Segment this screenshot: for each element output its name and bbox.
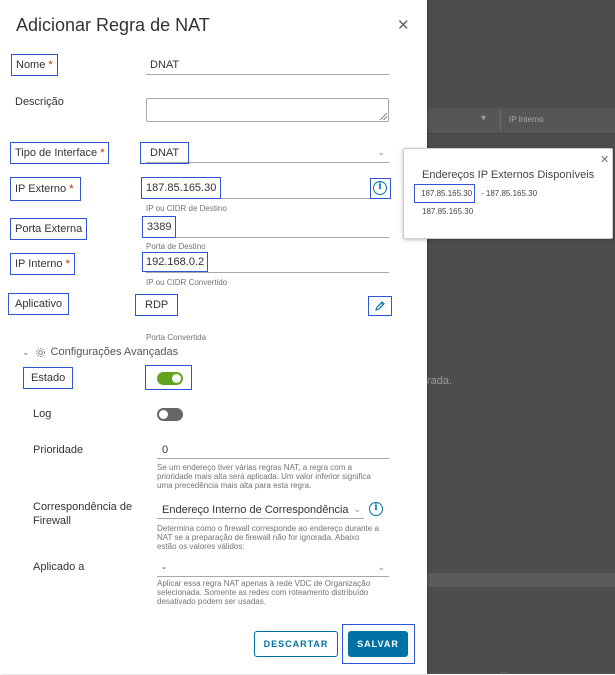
name-input[interactable] bbox=[146, 53, 389, 75]
state-label: Estado bbox=[24, 368, 72, 388]
priority-input[interactable] bbox=[157, 437, 389, 459]
internal-ip-hint: IP ou CIDR Convertido bbox=[146, 278, 228, 287]
external-port-value: 3389 bbox=[143, 217, 175, 237]
external-ip-value: 187.85.165.30 bbox=[142, 178, 220, 198]
external-ip-popover bbox=[403, 148, 613, 239]
resize-grip-icon[interactable] bbox=[380, 113, 387, 120]
chevron-down-icon: ⌄ bbox=[377, 562, 385, 572]
application-value[interactable]: RDP bbox=[136, 295, 177, 315]
interface-type-select[interactable] bbox=[146, 141, 389, 163]
external-port-label: Porta Externa bbox=[11, 219, 86, 239]
chevron-down-icon: ⌄ bbox=[377, 147, 385, 157]
chevron-down-icon: ▾ bbox=[481, 113, 487, 124]
advanced-settings-label: Configurações Avançadas bbox=[50, 346, 179, 358]
advanced-settings-toggle[interactable] bbox=[22, 346, 178, 358]
column-separator bbox=[500, 110, 501, 132]
applied-to-label: Aplicado a bbox=[33, 561, 85, 573]
close-icon[interactable]: ✕ bbox=[397, 17, 410, 34]
description-label: Descrição bbox=[15, 96, 64, 108]
description-textarea[interactable] bbox=[146, 98, 389, 122]
background-column-label: IP Interno bbox=[509, 115, 544, 124]
external-port-input[interactable] bbox=[146, 216, 389, 238]
internal-ip-label: IP Interno * bbox=[11, 254, 74, 274]
firewall-match-label: Correspondência de Firewall bbox=[33, 501, 133, 527]
edit-application-button[interactable] bbox=[369, 297, 391, 315]
chevron-down-icon: ⌄ bbox=[22, 346, 30, 357]
external-ip-info-button[interactable] bbox=[371, 179, 390, 198]
firewall-match-info-icon[interactable]: i bbox=[369, 502, 383, 516]
chevron-down-icon: ⌄ bbox=[353, 504, 361, 514]
internal-ip-value: 192.168.0.2 bbox=[143, 253, 207, 271]
close-icon[interactable]: ✕ bbox=[600, 154, 610, 166]
interface-type-label: Tipo de Interface * bbox=[11, 143, 108, 163]
popover-ip-range-end: - 187.85.165.30 bbox=[481, 189, 538, 198]
popover-title: Endereços IP Externos Disponíveis bbox=[422, 169, 595, 181]
priority-label: Prioridade bbox=[33, 444, 84, 456]
log-label: Log bbox=[33, 408, 52, 420]
gear-icon bbox=[35, 347, 46, 358]
priority-value: 0 bbox=[162, 444, 169, 456]
info-icon: i bbox=[373, 181, 387, 195]
interface-type-value: DNAT bbox=[141, 143, 188, 163]
background-footer-bar bbox=[427, 573, 615, 587]
pencil-icon bbox=[374, 300, 386, 312]
applied-to-select[interactable] bbox=[157, 555, 389, 577]
external-ip-hint: IP ou CIDR de Destino bbox=[146, 204, 227, 213]
background-text-fragment: rada. bbox=[427, 375, 453, 387]
application-hint: Porta Convertida bbox=[146, 333, 207, 342]
applied-to-value: - bbox=[162, 562, 166, 574]
save-button[interactable]: SALVAR bbox=[348, 631, 408, 657]
internal-ip-input[interactable] bbox=[146, 251, 389, 273]
priority-hint: Se um endereço tiver várias regras NAT, a regra com a prioridade mais alta será aplicada. Um valor inferior significa uma precedência mais alta para esta regra. bbox=[157, 463, 371, 490]
name-value: DNAT bbox=[150, 59, 180, 71]
firewall-match-select[interactable] bbox=[157, 497, 364, 519]
external-ip-input[interactable] bbox=[146, 177, 371, 199]
popover-ip-single: 187.85.165.30 bbox=[422, 207, 474, 216]
popover-arrow bbox=[395, 184, 403, 200]
popover-ip-range-start: 187.85.165.30 bbox=[415, 185, 474, 202]
firewall-match-value: Endereço Interno de Correspondência bbox=[162, 504, 349, 516]
name-label: Nome * bbox=[12, 55, 57, 75]
discard-button[interactable]: DESCARTAR bbox=[254, 631, 338, 657]
dialog-title: Adicionar Regra de NAT bbox=[16, 15, 210, 35]
firewall-match-hint: Determina como o firewall corresponde ao endereço durante a NAT se a preparação de firewall não for ignorada. Abaixo estão os valores válidos: bbox=[157, 524, 379, 551]
applied-to-hint: Aplicar essa regra NAT apenas à rede VDC de Organização selecionada. Somente as redes com roteamento distribuído desativado podem ser usadas. bbox=[157, 579, 371, 606]
log-toggle[interactable] bbox=[157, 408, 183, 421]
application-label: Aplicativo bbox=[9, 294, 68, 314]
background-bottom-text: .... bbox=[500, 668, 508, 675]
external-port-hint: Porta de Destino bbox=[146, 242, 206, 251]
external-ip-label: IP Externo * bbox=[11, 178, 80, 200]
state-toggle[interactable] bbox=[157, 372, 183, 385]
